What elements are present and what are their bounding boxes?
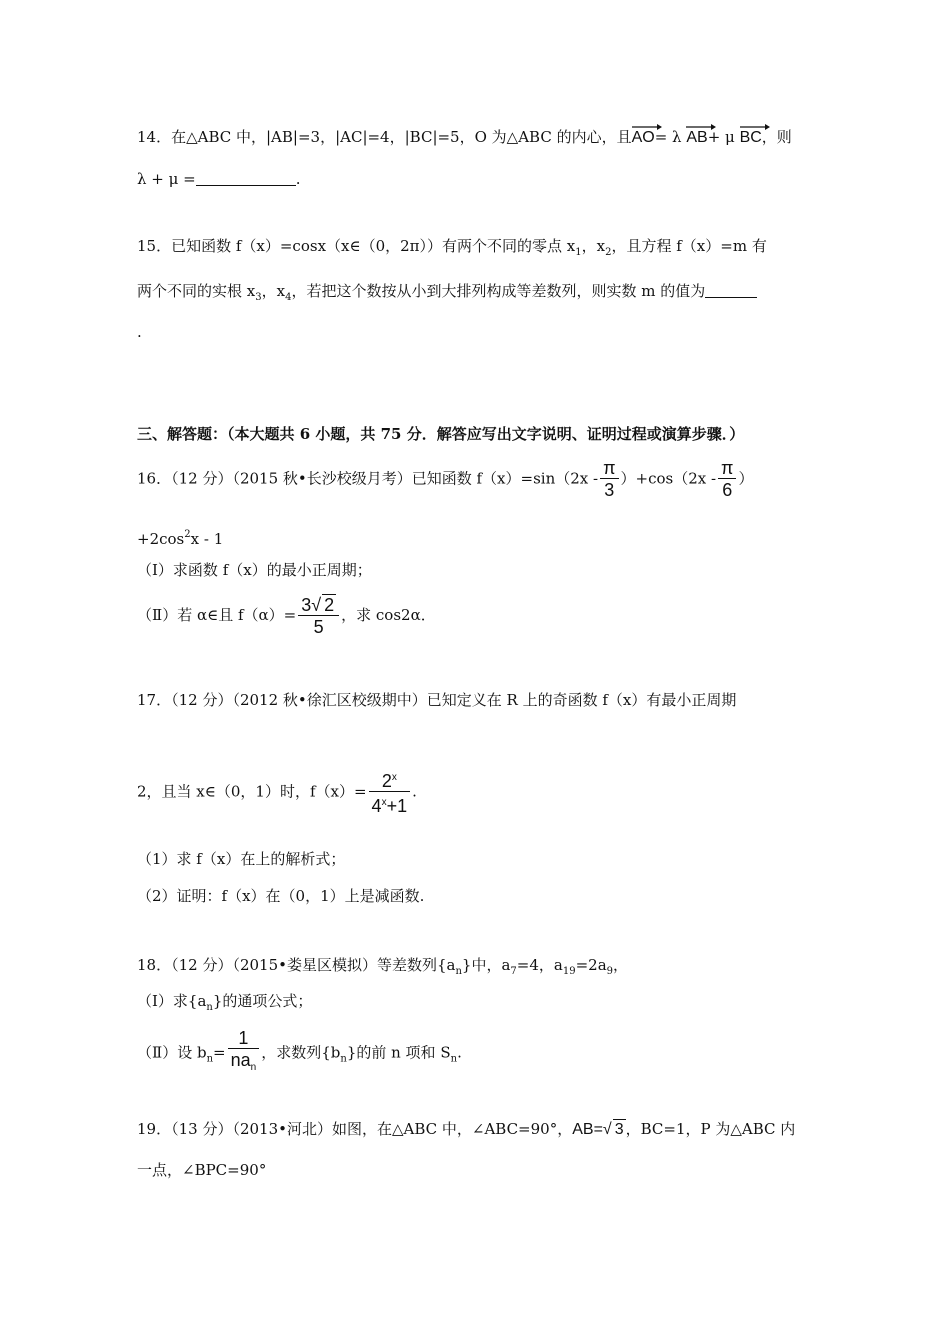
fraction-3sqrt2-over-5: $\frac{3√ 2}{5}$ [298, 594, 339, 638]
q14-line2: λ + μ = . [137, 170, 301, 188]
q15-line3: . [137, 323, 142, 341]
sqrt-icon: √ [311, 595, 322, 615]
vector-arrow-icon [740, 124, 770, 130]
vector-arrow-icon [686, 124, 716, 130]
fraction-1-over-nan: $\frac{1}{na_n}$ [228, 1028, 260, 1079]
q14-text: 14．在△ABC 中，|AB|=3，|AC|=4，|BC|=5，O 为△ABC 的内心，且 [137, 128, 632, 146]
sqrt-icon: √ [602, 1121, 612, 1138]
ab-equals: AB=√ 3 [572, 1121, 624, 1138]
q16-line2: $+2\cos^2x - 1$ [137, 529, 224, 548]
q14-line1: 14．在△ABC 中，|AB|=3，|AC|=4，|BC|=5，O 为△ABC 的内心，且 AO= λ AB+ μ BC，则 [137, 124, 792, 147]
section-heading: 三、解答题：（本大题共 6 小题，共 75 分．解答应写出文字说明、证明过程或演算步骤．） [137, 425, 745, 443]
q19-line1: 19．（13 分）（2013•河北）如图，在△ABC 中，∠ABC=90°，AB=√ 3 ，BC=1，P 为△ABC 内 [137, 1120, 796, 1138]
fraction-2x-over-4x-plus-1: $\frac{2^x}{4^x+1}$ [369, 768, 411, 817]
vector-arrow-icon [632, 124, 662, 130]
q17-part1: （1）求 f（x）在上的解析式； [137, 850, 346, 868]
q17-part2: （2）证明：f（x）在（0，1）上是减函数. [137, 887, 425, 905]
vector-ab: AB [686, 124, 707, 146]
q18-part2: （Ⅱ）设 $b_n=$ $\frac{1}{na_n}$ ，求数列$\{b_n\}$的前 n 项和 $S_n$. [137, 1028, 462, 1079]
q16-part2: （Ⅱ）若 α∈且 f（α）= $\frac{3√ 2}{5}$ ，求 cos2α． [137, 595, 436, 637]
q15-line2: 两个不同的实根 $x_3$，$x_4$，若把这个数按从小到大排列构成等差数列，则实数 m 的值为 [137, 281, 757, 308]
q15-line1: 15．已知函数 f（x）=cosx（x∈（0，2π））有两个不同的零点 $x_1$，$x_2$，且方程 f（x）=m 有 [137, 237, 767, 258]
fraction-pi-over-3: $\frac{\pi}{3}$ [600, 458, 618, 501]
vector-bc: BC [740, 124, 762, 146]
vector-ao: AO [632, 124, 655, 146]
q18-line1: 18．（12 分）（2015•娄星区模拟）等差数列$\{a_n\}$中，$a_7=4$，$a_{19}=2a_9$， [137, 956, 629, 977]
q19-line2: 一点，∠BPC=90° [137, 1161, 267, 1179]
fraction-pi-over-6: $\frac{\pi}{6}$ [718, 458, 736, 501]
q16-line1: 16．（12 分）（2015 秋•长沙校级月考）已知函数 f（x）=sin（2x - $\frac{\pi}{3}$ ）+cos（2x - $\frac{\pi}{6}$ ） [137, 458, 754, 500]
q16-part1: （Ⅰ）求函数 f（x）的最小正周期； [137, 561, 372, 579]
q17-line2: 2，且当 x∈（0，1）时，f（x）= $\frac{2^x}{4^x+1}$ . [137, 768, 417, 817]
answer-blank[interactable] [196, 171, 296, 186]
q17-line1: 17．（12 分）（2012 秋•徐汇区校级期中）已知定义在 R 上的奇函数 f（x）有最小正周期 [137, 691, 737, 709]
answer-blank[interactable] [705, 283, 757, 298]
q18-part1: （Ⅰ）求$\{a_n\}$的通项公式； [137, 992, 313, 1013]
